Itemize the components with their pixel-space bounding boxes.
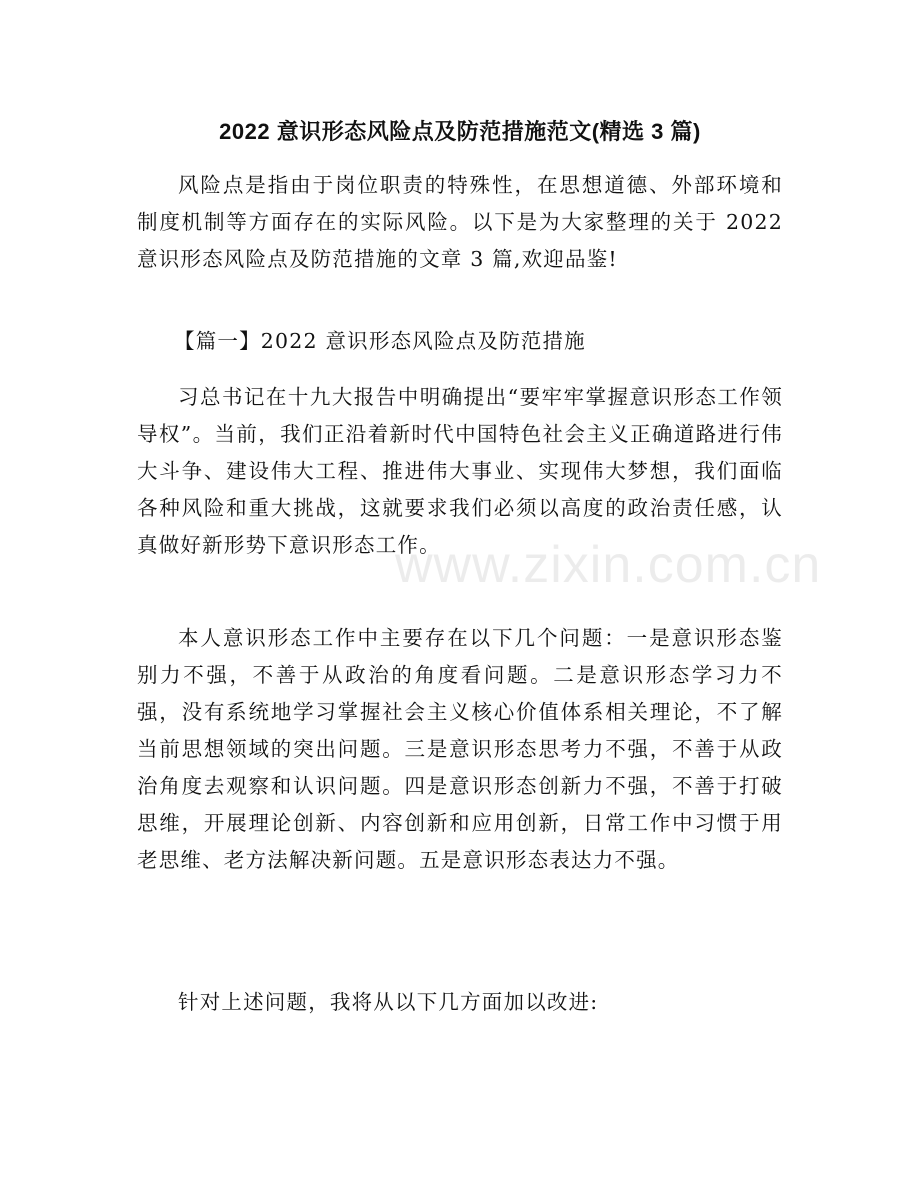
intro-paragraph: 风险点是指由于岗位职责的特殊性，在思想道德、外部环境和制度机制等方面存在的实际风险。以下是为大家整理的关于 2022 意识形态风险点及防范措施的文章 3 篇,欢迎品鉴!	[137, 173, 783, 271]
paragraph-improvements-intro: 针对上述问题，我将从以下几方面加以改进:	[178, 990, 599, 1014]
document-title: 2022 意识形态风险点及防范措施范文(精选 3 篇)	[219, 119, 701, 144]
paragraph-problems: 本人意识形态工作中主要存在以下几个问题：一是意识形态鉴别力不强，不善于从政治的角度看问题。二是意识形态学习力不强，没有系统地学习掌握社会主义核心价值体系相关理论，不了解当前思想领域的突出问题。三是意识形态思考力不强，不善于从政治角度去观察和认识问题。四是意识形态创新力不强，不善于打破思维，开展理论创新、内容创新和应用创新，日常工作中习惯于用老思维、老方法解决新问题。五是意识形态表达力不强。	[137, 626, 783, 872]
paragraph-background: 习总书记在十九大报告中明确提出“要牢牢掌握意识形态工作领导权”。当前，我们正沿着新时代中国特色社会主义正确道路进行伟大斗争、建设伟大工程、推进伟大事业、实现伟大梦想，我们面临各种风险和重大挑战，这就要求我们必须以高度的政治责任感，认真做好新形势下意识形态工作。	[137, 385, 783, 557]
section-heading: 【篇一】2022 意识形态风险点及防范措施	[174, 329, 586, 353]
watermark-text: www.zixin.com.cn	[395, 536, 822, 594]
